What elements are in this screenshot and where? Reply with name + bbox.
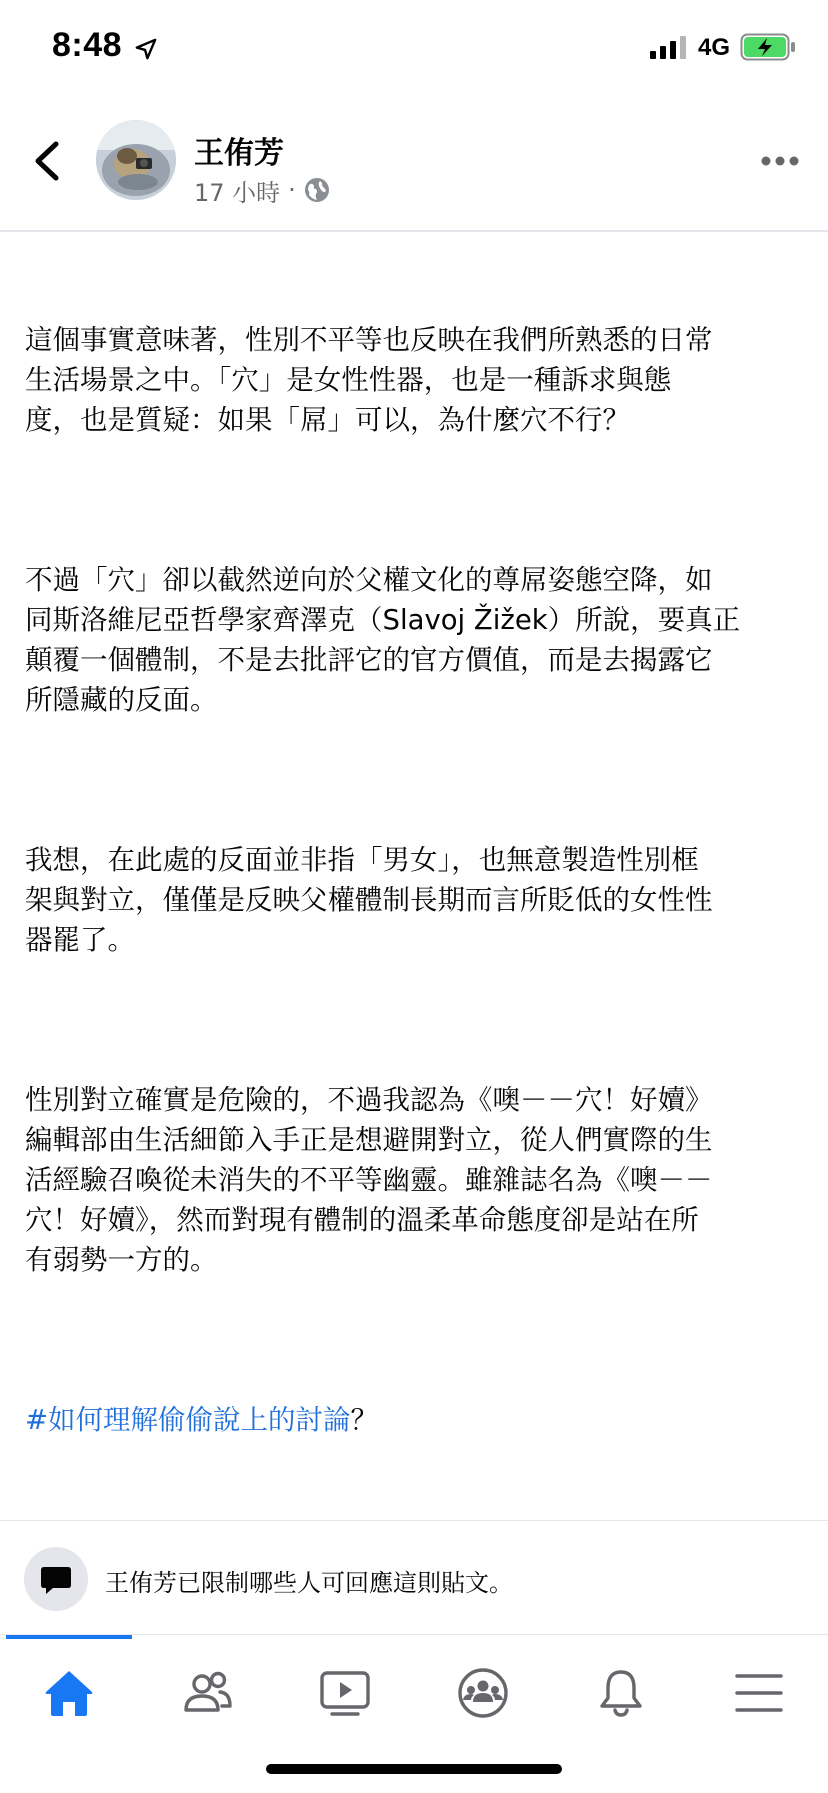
- status-bar: [0, 0, 828, 96]
- post-paragraph: 不過「穴」卻以截然逆向於父權文化的尊屌姿態空降，如 同斯洛維尼亞哲學家齊澤克（Slavoj Žižek）所說，要真正 顛覆一個體制，不是去批評它的官方價值，而是去揭露它 所隱藏的反面。: [25, 564, 741, 716]
- tab-notifications[interactable]: [561, 1653, 681, 1733]
- comment-bubble-icon: [40, 1564, 72, 1596]
- more-icon[interactable]: [760, 146, 800, 176]
- avatar-photo: [96, 120, 176, 200]
- home-icon: [42, 1666, 96, 1720]
- network-type: 4G: [698, 34, 731, 61]
- globe-icon: [304, 177, 330, 203]
- tab-watch[interactable]: [285, 1653, 405, 1733]
- hashtag-link[interactable]: #如何理解偷偷說上的討論: [25, 1404, 351, 1436]
- post-time[interactable]: 17 小時: [194, 178, 281, 207]
- location-arrow-icon: [135, 38, 157, 60]
- tab-groups[interactable]: [423, 1653, 543, 1733]
- author-name[interactable]: 王侑芳: [194, 136, 284, 171]
- tab-home[interactable]: [9, 1653, 129, 1733]
- post-meta: [194, 174, 330, 206]
- groups-icon: [456, 1666, 510, 1720]
- active-tab-indicator: [6, 1635, 132, 1639]
- hashtag-suffix: ？: [350, 1404, 379, 1436]
- restriction-text: 王侑芳已限制哪些人可回應這則貼文。: [105, 1569, 513, 1597]
- tab-menu[interactable]: [699, 1653, 819, 1733]
- menu-icon: [732, 1666, 786, 1720]
- post-body: [25, 240, 803, 1520]
- meta-separator: ·: [288, 176, 296, 204]
- back-icon[interactable]: [26, 136, 70, 186]
- comment-restriction-notice: [0, 1520, 828, 1635]
- post-paragraph: 性別對立確實是危險的，不過我認為《噢－－穴！好嬻》 編輯部由生活細節入手正是想避開對立，從人們實際的生 活經驗召喚從未消失的不平等幽靈。雖雜誌名為《噢－－ 穴！好嬻》，然而對現有體制的溫柔革命態度卻是站在所 有弱勢一方的。: [25, 1084, 713, 1276]
- video-icon: [318, 1666, 372, 1720]
- signal-icon: [650, 36, 688, 60]
- post-paragraph: 這個事實意味著，性別不平等也反映在我們所熟悉的日常 生活場景之中。「穴」是女性性器，也是一種訴求與態 度，也是質疑：如果「屌」可以，為什麼穴不行？: [25, 324, 713, 436]
- home-indicator[interactable]: [266, 1764, 562, 1774]
- bell-icon: [594, 1666, 648, 1720]
- post-header: [0, 96, 828, 232]
- hashtag-paragraph: [25, 1400, 803, 1440]
- tab-friends[interactable]: [147, 1653, 267, 1733]
- battery-charging-icon: [740, 33, 796, 61]
- friends-icon: [180, 1666, 234, 1720]
- restriction-icon-circle: [24, 1547, 88, 1611]
- status-time: 8:48: [52, 26, 123, 64]
- post-paragraph: 我想，在此處的反面並非指「男女」，也無意製造性別框 架與對立，僅僅是反映父權體制長期而言所貶低的女性性 器罷了。: [25, 844, 713, 956]
- avatar[interactable]: [96, 120, 176, 200]
